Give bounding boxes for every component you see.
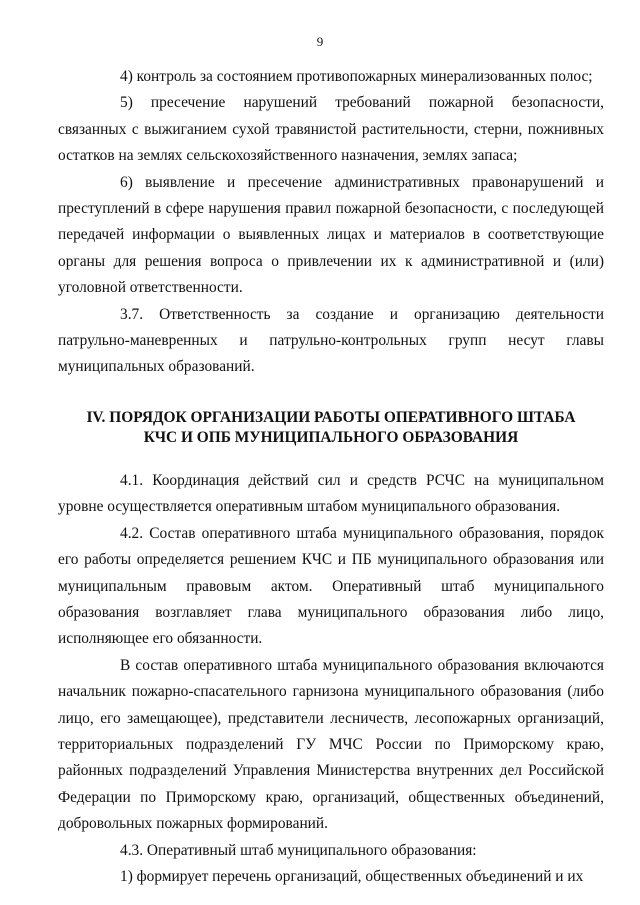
section-heading-line-1: IV. ПОРЯДОК ОРГАНИЗАЦИИ РАБОТЫ ОПЕРАТИВНОГО ШТАБА [86, 408, 576, 426]
clause-4-3: 4.3. Оперативный штаб муниципального образования: [120, 841, 477, 859]
list-item-5: 5) пресечение нарушений требований пожарной безопасности, связанных с выжиганием сухой травянистой растительности, стерни, пожнивных остатков на землях сельскохозяйственного назначения, землях запаса; [58, 94, 604, 165]
clause-4-1: 4.1. Координация действий сил и средств РСЧС на муниципальном уровне осуществляется оперативным штабом муниципального образования. [58, 471, 604, 516]
staff-composition-paragraph: В состав оперативного штаба муниципального образования включаются начальник пожарно-спасательного гарнизона муниципального образования (либо лицо, его замещающее), представители лесничеств, лесопожарных организаций, территориальных подразделений ГУ МЧС России по Приморскому краю, районных подразделений Управления Министерства внутренних дел Российской Федерации по Приморскому краю, организаций, общественных объединений, добровольных пожарных формирований. [58, 656, 604, 833]
document-body [58, 64, 604, 890]
list-item-4: 4) контроль за состоянием противопожарных минерализованных полос; [120, 68, 593, 85]
list-item-6: 6) выявление и пресечение административных правонарушений и преступлений в сфере нарушения правил пожарной безопасности, с последующей передачей информации о выявленных лицах и материалов в соответствующие органы для решения вопроса о привлечении их к административной и (или) уголовной ответственности. [58, 173, 604, 297]
page-number: 9 [316, 34, 324, 49]
clause-3-7: 3.7. Ответственность за создание и организацию деятельности патрульно-маневренных и патрульно-контрольных групп несут главы муниципальных образований. [58, 305, 604, 376]
section-heading [58, 408, 604, 448]
section-heading-line-2: КЧС И ОПБ МУНИЦИПАЛЬНОГО ОБРАЗОВАНИЯ [143, 428, 519, 446]
clause-4-2: 4.2. Состав оперативного штаба муниципального образования, порядок его работы определяется решением КЧС и ПБ муниципального образования или муниципальным правовым актом. Оперативный штаб муниципального образования возглавляет глава муниципального образования либо лицо, исполняющее его обязанности. [58, 524, 604, 648]
list-item-1: 1) формирует перечень организаций, общественных объединений и их [120, 867, 584, 885]
